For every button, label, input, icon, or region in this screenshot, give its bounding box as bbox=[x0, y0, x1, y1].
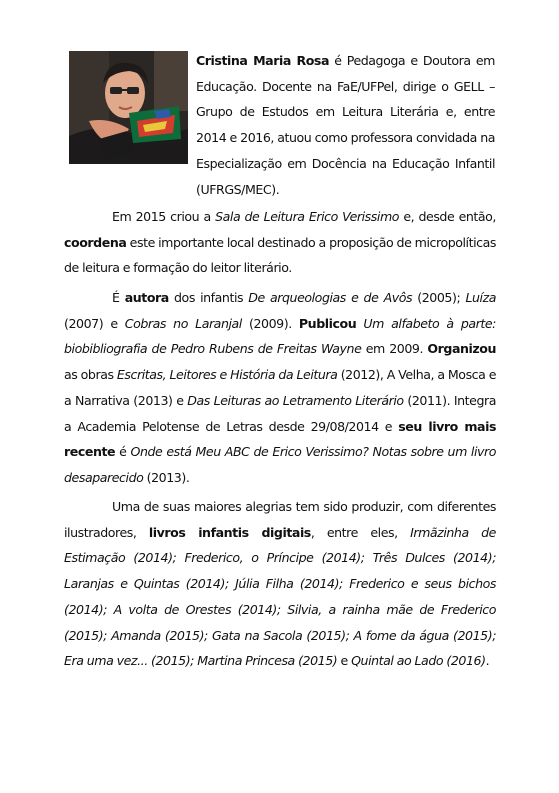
author-name: Cristina Maria Rosa bbox=[196, 53, 330, 68]
italic-title: Luíza bbox=[465, 290, 497, 305]
italic-title: Sala de Leitura Erico Verissimo bbox=[215, 209, 400, 224]
text-run: (2007) e bbox=[64, 315, 125, 331]
bold-text: seu livro mais recente bbox=[64, 418, 496, 460]
text-run: (2011). Integra a Academia Pelotense de Letras desde 29/08/2014 e bbox=[64, 392, 497, 434]
text-run: e bbox=[337, 653, 352, 669]
text-run: é bbox=[115, 444, 131, 460]
text-run: dos infantis bbox=[168, 290, 249, 305]
bio-intro-paragraph bbox=[196, 48, 495, 202]
italic-title: Irmãzinha de Estimação (2014); Frederico, o Príncipe (2014); Três Dulces (2014); Laranjas e Quintas (2014); Júlia Filha (2014); Frederico e seus bichos (2014); A volta de Orestes (2014); Silvia, a rainha mãe de Frederico (2015); Amanda (2015); Gata na Sacola (2015); A fome da água (2015); Era uma vez... (2015); Martina Princesa (2015) bbox=[64, 524, 496, 669]
author-photo bbox=[69, 51, 188, 164]
italic-title: Cobras no Laranjal bbox=[124, 315, 242, 331]
italic-title: De arqueologias e de Avôs bbox=[248, 290, 413, 305]
italic-title: Um alfabeto à parte: biobibliografia de Pedro Rubens de Freitas Wayne bbox=[64, 315, 496, 357]
text-run: Uma de suas maiores alegrias tem sido produzir, com diferentes ilustradores, bbox=[64, 499, 496, 540]
italic-title: Quintal ao Lado (2016) bbox=[351, 653, 486, 669]
italic-title: Onde está Meu ABC de Erico Verissimo? Notas sobre um livro desaparecido bbox=[64, 444, 497, 485]
italic-title: Escritas, Leitores e História da Leitura bbox=[116, 367, 338, 383]
text-run: , entre eles, bbox=[310, 524, 411, 540]
text-run: em 2009. bbox=[361, 341, 428, 357]
paragraph-reading-room bbox=[64, 204, 496, 281]
bold-text: livros infantis digitais bbox=[148, 524, 311, 540]
text-run: (2009). bbox=[241, 315, 299, 331]
text-run: (2013). bbox=[143, 469, 190, 485]
text-run: . bbox=[485, 653, 490, 669]
bold-text: Publicou bbox=[298, 315, 357, 331]
text-run: as obras bbox=[64, 367, 117, 383]
paragraph-publications bbox=[64, 285, 496, 491]
bold-text: autora bbox=[124, 290, 169, 305]
text-run: É bbox=[112, 290, 125, 305]
text-run: (2005); bbox=[412, 290, 466, 305]
bold-text: Organizou bbox=[427, 341, 496, 357]
text-run: e, desde então, bbox=[399, 209, 496, 224]
bio-intro-text: é Pedagoga e Doutora em Educação. Docente na FaE/UFPel, dirige o GELL – Grupo de Estudos em Leitura Literária e, entre 2014 e 2016, atuou como professora convidada na Especialização em Docência na Educação Infantil (UFRGS/MEC). bbox=[196, 53, 495, 197]
text-run: este importante local destinado a proposição de micropolíticas de leitura e formação do leitor literário. bbox=[64, 234, 496, 276]
bold-text: coordena bbox=[64, 234, 127, 250]
italic-title: Das Leituras ao Letramento Literário bbox=[187, 392, 404, 408]
text-run: Em 2015 criou a bbox=[112, 209, 216, 224]
text-run: (2012), A Velha, a Mosca e a Narrativa (2013) e bbox=[64, 367, 497, 408]
paragraph-digital-books bbox=[64, 494, 496, 674]
